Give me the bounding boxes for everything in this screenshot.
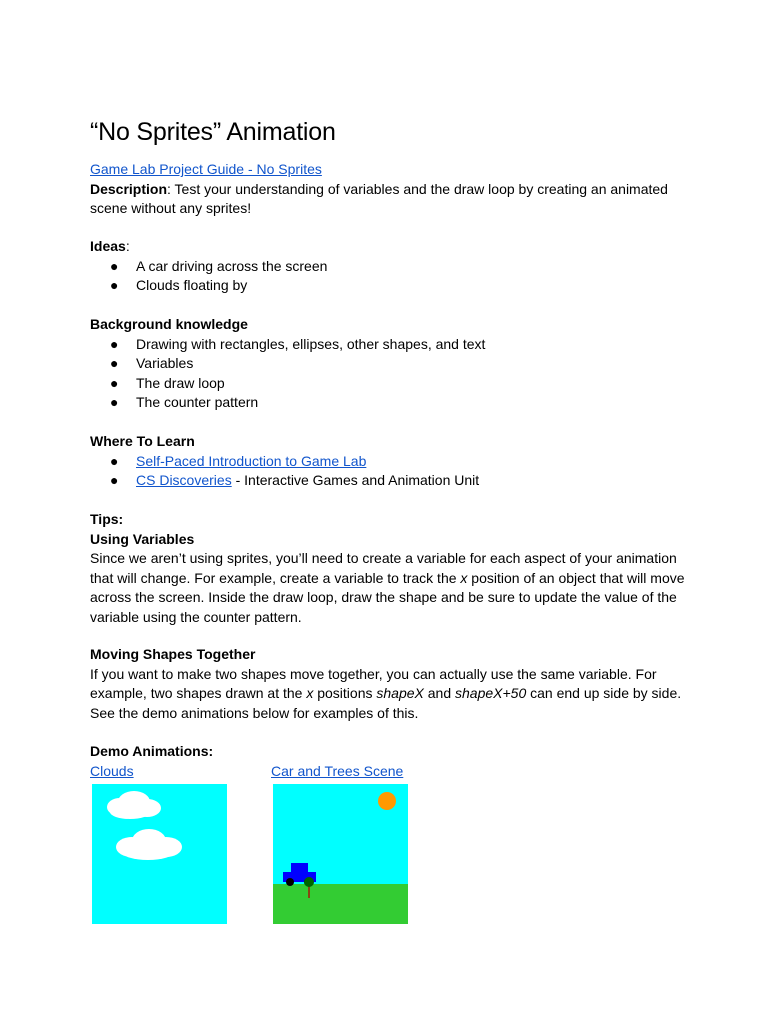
text-span: If you want to make two shapes move together, you can actually use the same variable. For example, two shapes drawn at the [90, 665, 657, 701]
sun [378, 792, 396, 810]
using-variables-paragraph [90, 549, 690, 627]
page-title: “No Sprites” Animation [90, 118, 336, 146]
list-item [90, 374, 690, 394]
text-span: positions [313, 685, 377, 701]
list-item [90, 452, 690, 472]
where-section [90, 432, 690, 491]
bullet-icon: ● [110, 472, 119, 488]
list-item-text: Drawing with rectangles, ellipses, other shapes, and text [136, 335, 486, 352]
list-item [90, 471, 690, 491]
italic-x: x [460, 569, 468, 586]
bullet-icon: ● [110, 374, 119, 391]
ideas-list [90, 257, 690, 296]
background-list [90, 335, 690, 413]
moving-shapes-paragraph [90, 665, 690, 724]
demo-heading: Demo Animations: [90, 743, 214, 759]
clouds-thumbnail[interactable] [92, 784, 227, 924]
bullet-icon: ● [110, 394, 119, 410]
where-list [90, 452, 690, 491]
background-section [90, 315, 690, 413]
demo-animations [90, 762, 690, 932]
bullet-icon: ● [110, 335, 119, 352]
self-paced-link[interactable]: Self-Paced Introduction to Game Lab [136, 452, 367, 469]
guide-link[interactable]: Game Lab Project Guide - No Sprites [90, 161, 322, 177]
list-item [90, 257, 690, 277]
cs-discoveries-link[interactable]: CS Discoveries [136, 472, 232, 488]
clouds-link[interactable]: Clouds [90, 763, 134, 779]
background-heading: Background knowledge [90, 316, 248, 332]
list-item-text: A car driving across the screen [136, 257, 328, 274]
list-item [90, 354, 690, 374]
list-item-text: The draw loop [136, 374, 225, 391]
description-label: Description [90, 180, 168, 197]
clouds-demo [90, 762, 134, 781]
bullet-icon: ● [110, 277, 119, 293]
ideas-label: Ideas [90, 238, 126, 254]
demo-heading-row [90, 742, 690, 762]
list-item-text: Variables [136, 355, 194, 371]
bullet-icon: ● [110, 452, 119, 469]
text-span: position of an object that will move across the screen. Inside the draw loop, draw the shape and be sure to update the value of the variable using the counter pattern. [90, 569, 685, 625]
ideas-colon: : [125, 238, 130, 254]
using-variables-heading: Using Variables [90, 530, 195, 547]
car-trees-demo [271, 762, 403, 781]
italic-x: x [306, 685, 314, 701]
bullet-icon: ● [110, 257, 119, 274]
car-trees-link[interactable]: Car and Trees Scene [271, 763, 404, 779]
where-heading: Where To Learn [90, 433, 195, 449]
bullet-icon: ● [110, 355, 119, 371]
italic-shapex: shapeX [376, 685, 424, 701]
clouds-scene-image [92, 784, 227, 924]
list-item [90, 276, 690, 296]
car-trees-thumbnail[interactable] [273, 784, 408, 924]
description-text: : Test your understanding of variables and the draw loop by creating an animated scene without any sprites! [90, 180, 668, 216]
list-item-text: The counter pattern [136, 394, 259, 410]
list-item [90, 393, 690, 413]
intro-section [90, 160, 690, 219]
text-span: Since we aren’t using sprites, you’ll need to create a variable for each aspect of your animation that will change. For example, create a variable to track the [90, 550, 677, 586]
tips-section [90, 510, 690, 627]
text-span: can end up side by side. See the demo animations below for examples of this. [90, 685, 682, 721]
ideas-section [90, 237, 690, 296]
moving-shapes-heading: Moving Shapes Together [90, 646, 256, 662]
list-item-text: Clouds floating by [136, 277, 248, 293]
car-trees-scene-image [273, 784, 408, 924]
moving-shapes-section [90, 645, 690, 723]
text-span: and [423, 685, 456, 701]
tips-heading: Tips: [90, 511, 124, 527]
description-paragraph [90, 180, 690, 219]
italic-shapex-plus-50: shapeX+50 [455, 685, 527, 701]
cs-discoveries-suffix: - Interactive Games and Animation Unit [231, 472, 480, 488]
list-item [90, 335, 690, 355]
